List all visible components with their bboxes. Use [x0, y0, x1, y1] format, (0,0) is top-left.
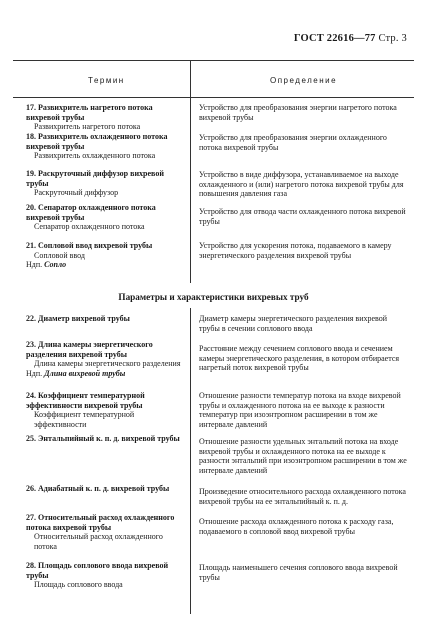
- term-entry: [26, 484, 186, 494]
- definition-text: Расстояние между сечением соплового ввода и сечением камеры энергетического разделения, в котором отбирается нагретый поток вихревой трубы: [199, 344, 400, 373]
- table-top-rule: [13, 60, 414, 61]
- definition-entry: [199, 314, 409, 333]
- term-not-recommended: [26, 260, 186, 270]
- definition-text: Произведение относительного расхода охлажденного потока вихревой трубы на ее энтальпийный к. п. д.: [199, 487, 406, 506]
- ndp-term: Длина вихревой трубы: [44, 368, 126, 378]
- table-header-rule: [13, 97, 414, 98]
- definition-entry: [199, 241, 409, 260]
- definition-entry: [199, 133, 409, 152]
- term-entry: [26, 340, 186, 378]
- header-column-divider: [190, 60, 191, 97]
- term-alias: Сопловой ввод: [34, 250, 85, 260]
- term-entry: [26, 391, 186, 429]
- definition-text: Диаметр камеры энергетического разделения вихревой трубы в сечении соплового ввода: [199, 314, 388, 333]
- definition-text: Устройство для отвода части охлажденного потока вихревой трубы: [199, 207, 406, 226]
- definition-entry: [199, 517, 409, 536]
- term-name: 26. Адиабатный к. п. д. вихревой трубы: [26, 484, 170, 493]
- definition-entry: [199, 437, 409, 475]
- definition-entry: [199, 207, 409, 226]
- term-entry: [26, 434, 186, 444]
- definition-entry: [199, 391, 409, 429]
- definition-text: Устройство для преобразования энергии охлажденного потока вихревой трубы: [199, 133, 387, 152]
- definition-text: Устройство для преобразования энергии нагретого потока вихревой трубы: [199, 103, 397, 122]
- definition-entry: [199, 170, 409, 199]
- ndp-term: Сопло: [44, 260, 67, 270]
- column-divider-upper: [190, 97, 191, 283]
- definition-text: Отношение расхода охлажденного потока к расходу газа, подаваемого в сопловой ввод вихревой трубы: [199, 517, 394, 536]
- section-title: Параметры и характеристики вихревых труб: [118, 292, 309, 302]
- definition-entry: [199, 563, 409, 582]
- ndp-label: Ндп.: [26, 368, 43, 378]
- definition-text: Площадь наименьшего сечения соплового ввода вихревой трубы: [199, 563, 398, 582]
- term-entry: [26, 203, 186, 232]
- term-not-recommended: [26, 369, 186, 379]
- term-alias: Коэффициент температурной эффективности: [34, 410, 135, 429]
- definition-text: Устройство для ускорения потока, подаваемого в камеру энергетического разделения вихревой трубы: [199, 241, 392, 260]
- term-name: 19. Раскруточный диффузор вихревой трубы: [26, 169, 164, 188]
- term-name: 28. Площадь соплового ввода вихревой трубы: [26, 561, 169, 580]
- term-alias: Площадь соплового ввода: [34, 580, 123, 590]
- definition-entry: [199, 103, 409, 122]
- term-name: 23. Длина камеры энергетического разделения вихревой трубы: [26, 340, 153, 359]
- term-name: 22. Диаметр вихревой трубы: [26, 314, 130, 323]
- term-alias: Длина камеры энергетического разделения: [34, 359, 181, 369]
- definition-text: Устройство в виде диффузора, устанавливаемое на выходе охлажденного и (или) нагретого потока вихревой трубы для повышения давления газа: [199, 170, 404, 199]
- term-name: 24. Коэффициент температурной эффективности вихревой трубы: [26, 391, 145, 410]
- definition-text: Отношение разности удельных энтальпий потока на входе вихревой трубы и охлажденного потока на ее выходе к разности энтальпий при изоэнтропном расширении в том же интервале давлений: [199, 437, 407, 475]
- term-name: 27. Относительный расход охлажденного потока вихревой трубы: [26, 513, 175, 532]
- term-entry: [26, 241, 186, 270]
- definition-entry: [199, 344, 409, 373]
- term-entry: [26, 169, 186, 198]
- term-entry: [26, 513, 186, 551]
- term-entry: [26, 314, 186, 324]
- definition-entry: [199, 487, 409, 506]
- term-name: 20. Сепаратор охлажденного потока вихревой трубы: [26, 203, 156, 222]
- definition-text: Отношение разности температур потока на входе вихревой трубы и охлажденного потока на ее выходе к разности температур при изоэнтропном расширении в том же интервале давлений: [199, 391, 401, 429]
- term-alias: Развихритель охлажденного потока: [34, 151, 156, 161]
- standard-number: ГОСТ 22616—77: [293, 33, 376, 44]
- column-divider-lower: [190, 308, 191, 614]
- term-alias: Раскруточный диффузор: [34, 188, 119, 198]
- term-alias: Относительный расход охлажденного потока: [34, 532, 163, 551]
- ndp-label: Ндп.: [26, 260, 43, 270]
- page-header: [294, 33, 407, 44]
- term-entry: [26, 132, 186, 161]
- column-header-term: Термин: [88, 76, 125, 85]
- term-alias: Развихритель нагретого потока: [34, 122, 141, 132]
- term-alias: Сепаратор охлажденного потока: [34, 222, 145, 232]
- term-name: 17. Развихритель нагретого потока вихревой трубы: [26, 103, 153, 122]
- term-entry: [26, 103, 186, 132]
- term-entry: [26, 561, 186, 590]
- term-name: 21. Сопловой ввод вихревой трубы: [26, 241, 153, 250]
- term-name: 18. Развихритель охлажденного потока вихревой трубы: [26, 132, 168, 151]
- page-number: Стр. 3: [378, 33, 407, 44]
- term-name: 25. Энтальпийный к. п. д. вихревой трубы: [26, 434, 180, 443]
- column-header-definition: Определение: [270, 76, 338, 85]
